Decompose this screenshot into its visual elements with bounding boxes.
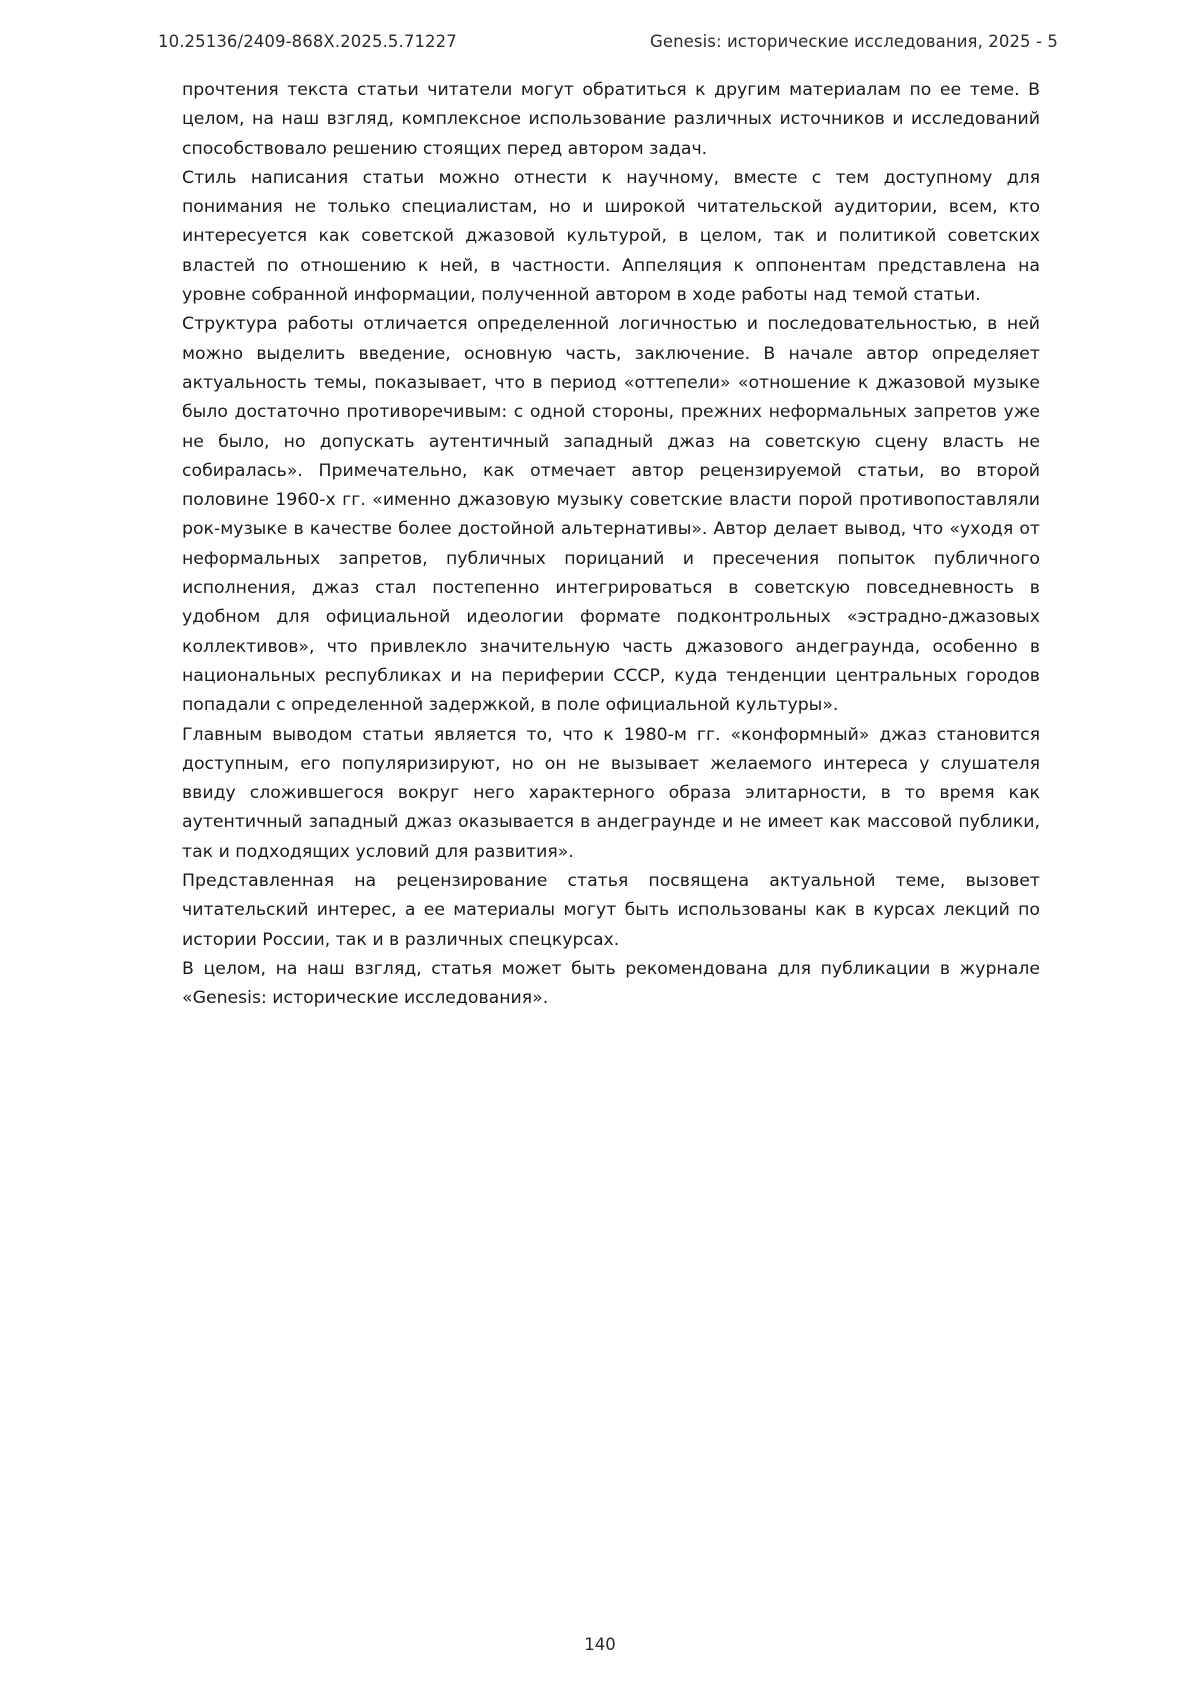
page-footer: [0, 1635, 1200, 1654]
page-body: [182, 76, 1040, 1014]
paragraph: Представленная на рецензирование статья посвящена актуальной теме, вызовет читательский интерес, а ее материалы могут быть использованы как в курсах лекций по истории России, так и в различных спецкурсах.: [182, 871, 1040, 950]
paragraph: Главным выводом статьи является то, что к 1980-м гг. «конформный» джаз становится доступным, его популяризируют, но он не вызывает желаемого интереса у слушателя ввиду сложившегося вокруг него характерного образа элитарности, в то время как аутентичный западный джаз оказывается в андеграунде и не имеет как массовой публики, так и подходящих условий для развития».: [182, 724, 1040, 862]
doi-text: 10.25136/2409-868X.2025.5.71227: [158, 32, 457, 51]
journal-title-text: Genesis: исторические исследования, 2025 - 5: [649, 32, 1058, 51]
paragraph: Структура работы отличается определенной логичностью и последовательностью, в ней можно выделить введение, основную часть, заключение. В начале автор определяет актуальность темы, показывает, что в период «оттепели» «отношение к джазовой музыке было достаточно противоречивым: с одной стороны, прежних неформальных запретов уже не было, но допускать аутентичный западный джаз на советскую сцену власть не собиралась». Примечательно, как отмечает автор рецензируемой статьи, во второй половине 1960-х гг. «именно джазовую музыку советские власти порой противопоставляли рок-музыке в качестве более достойной альтернативы». Автор делает вывод, что «уходя от неформальных запретов, публичных порицаний и пресечения попыток публичного исполнения, джаз стал постепенно интегрироваться в советскую повседневность в удобном для официальной идеологии формате подконтрольных «эстрадно-джазовых коллективов», что привлекло значительную часть джазового андеграунда, особенно в национальных республиках и на периферии СССР, куда тенденции центральных городов попадали с определенной задержкой, в поле официальной культуры».: [182, 314, 1040, 716]
paragraph: Стиль написания статьи можно отнести к научному, вместе с тем доступному для понимания не только специалистам, но и широкой читательской аудитории, всем, кто интересуется как советской джазовой культурой, в целом, так и политикой советских властей по отношению к ней, в частности. Аппеляция к оппонентам представлена на уровне собранной информации, полученной автором в ходе работы над темой статьи.: [182, 167, 1040, 306]
page-number: 140: [584, 1635, 616, 1654]
paragraph: прочтения текста статьи читатели могут обратиться к другим материалам по ее теме. В целом, на наш взгляд, комплексное использование различных источников и исследований способствовало решению стоящих перед автором задач.: [182, 80, 1040, 159]
page-header: [158, 32, 1058, 51]
paragraph: В целом, на наш взгляд, статья может быть рекомендована для публикации в журнале «Genesis: исторические исследования».: [182, 958, 1040, 1009]
